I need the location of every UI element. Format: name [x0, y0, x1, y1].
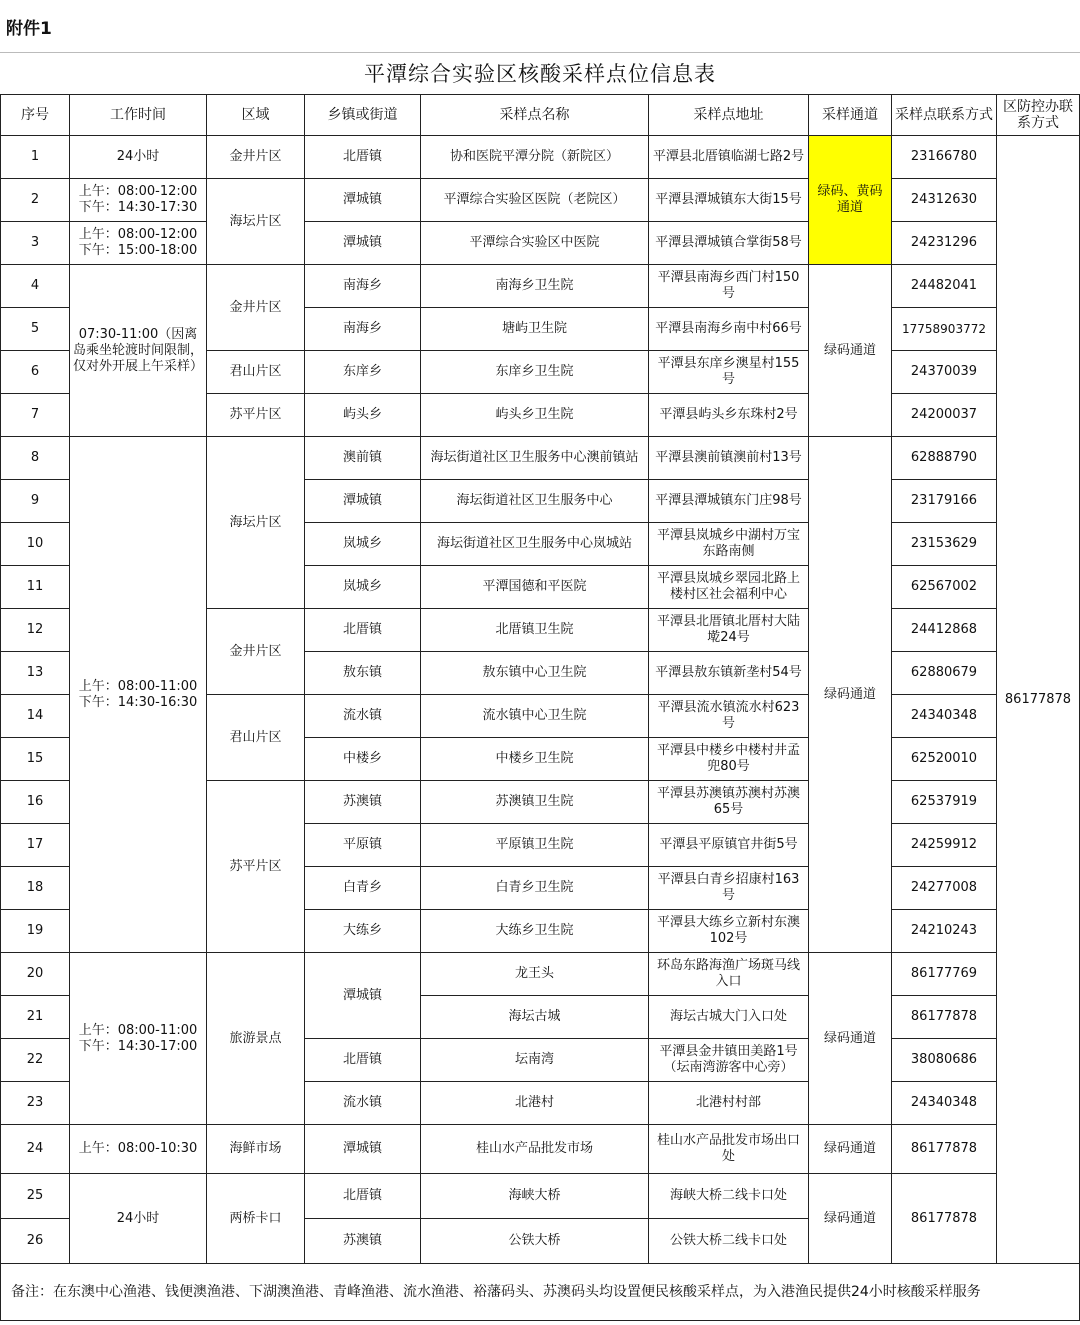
- cell-site-name: 平潭综合实验区中医院: [421, 222, 649, 265]
- cell-town: 岚城乡: [305, 566, 421, 609]
- cell-phone: 86177878: [892, 1125, 997, 1174]
- cell-town: 潭城镇: [305, 480, 421, 523]
- cell-area: 君山片区: [207, 695, 305, 781]
- cell-phone: 62880679: [892, 652, 997, 695]
- cell-channel: 绿码通道: [809, 1174, 892, 1264]
- cell-time: 24小时: [70, 136, 207, 179]
- cell-town: 流水镇: [305, 695, 421, 738]
- cell-phone: 86177878: [892, 1174, 997, 1264]
- divider: [0, 52, 1080, 53]
- cell-town: 苏澳镇: [305, 1219, 421, 1264]
- cell-site-name: 龙王头: [421, 953, 649, 996]
- cell-area: 君山片区: [207, 351, 305, 394]
- cell-address: 平潭县潭城镇东门庄98号: [649, 480, 809, 523]
- cell-time: 24小时: [70, 1174, 207, 1264]
- cell-no: 18: [1, 867, 70, 910]
- cell-channel: 绿码通道: [809, 437, 892, 953]
- cell-town: 中楼乡: [305, 738, 421, 781]
- cell-address: 平潭县中楼乡中楼村井孟兜80号: [649, 738, 809, 781]
- cell-town: 东庠乡: [305, 351, 421, 394]
- cell-town: 潭城镇: [305, 953, 421, 1039]
- remarks-note: 备注：在东澳中心渔港、钱便澳渔港、下湖澳渔港、青峰渔港、流水渔港、裕藩码头、苏澳码头均设置便民核酸采样点，为入港渔民提供24小时核酸采样服务: [1, 1264, 1080, 1321]
- cell-no: 25: [1, 1174, 70, 1219]
- attachment-label: 附件1: [6, 19, 52, 39]
- cell-no: 21: [1, 996, 70, 1039]
- cell-address: 桂山水产品批发市场出口处: [649, 1125, 809, 1174]
- cell-time: 上午：08:00-12:00 下午：14:30-17:30: [70, 179, 207, 222]
- cell-time: 上午：08:00-11:00 下午：14:30-16:30: [70, 437, 207, 953]
- cell-phone: 23153629: [892, 523, 997, 566]
- header-time: 工作时间: [70, 95, 207, 136]
- cell-area: 海坛片区: [207, 437, 305, 609]
- cell-address: 平潭县金井镇田美路1号（坛南湾游客中心旁）: [649, 1039, 809, 1082]
- cell-time: 上午：08:00-11:00 下午：14:30-17:00: [70, 953, 207, 1125]
- cell-no: 11: [1, 566, 70, 609]
- cell-site-name: 白青乡卫生院: [421, 867, 649, 910]
- cell-site-name: 平原镇卫生院: [421, 824, 649, 867]
- cell-no: 3: [1, 222, 70, 265]
- cell-town: 白青乡: [305, 867, 421, 910]
- header-site-name: 采样点名称: [421, 95, 649, 136]
- cell-address: 平潭县岚城乡翠园北路上楼村区社会福利中心: [649, 566, 809, 609]
- header-address: 采样点地址: [649, 95, 809, 136]
- cell-site-name: 苏澳镇卫生院: [421, 781, 649, 824]
- cell-site-name: 敖东镇中心卫生院: [421, 652, 649, 695]
- cell-phone: 38080686: [892, 1039, 997, 1082]
- cell-no: 17: [1, 824, 70, 867]
- cell-address: 平潭县岚城乡中湖村万宝东路南侧: [649, 523, 809, 566]
- header-office-phone: 区防控办联系方式: [997, 95, 1080, 136]
- cell-address: 环岛东路海渔广场斑马线入口: [649, 953, 809, 996]
- cell-no: 9: [1, 480, 70, 523]
- cell-channel: 绿码、黄码通道: [809, 136, 892, 265]
- cell-address: 北港村村部: [649, 1082, 809, 1125]
- cell-no: 2: [1, 179, 70, 222]
- cell-site-name: 大练乡卫生院: [421, 910, 649, 953]
- cell-phone: 62520010: [892, 738, 997, 781]
- cell-town: 大练乡: [305, 910, 421, 953]
- cell-area: 海鲜市场: [207, 1125, 305, 1174]
- cell-time: 07:30-11:00（因离岛乘坐轮渡时间限制，仅对外开展上午采样）: [70, 265, 207, 437]
- cell-no: 14: [1, 695, 70, 738]
- table-row: [1, 265, 1080, 308]
- cell-phone: 23166780: [892, 136, 997, 179]
- cell-address: 平潭县东庠乡澳星村155号: [649, 351, 809, 394]
- cell-town: 岚城乡: [305, 523, 421, 566]
- cell-address: 平潭县敖东镇新垄村54号: [649, 652, 809, 695]
- cell-address: 海峡大桥二线卡口处: [649, 1174, 809, 1219]
- cell-address: 平潭县潭城镇合掌街58号: [649, 222, 809, 265]
- note-row: [1, 1264, 1080, 1321]
- table-row: [1, 222, 1080, 265]
- cell-office-phone: 86177878: [997, 136, 1080, 1264]
- cell-time: 上午：08:00-10:30: [70, 1125, 207, 1174]
- cell-address: 平潭县南海乡西门村150号: [649, 265, 809, 308]
- cell-site-name: 海坛街道社区卫生服务中心岚城站: [421, 523, 649, 566]
- cell-phone: 24200037: [892, 394, 997, 437]
- cell-site-name: 东庠乡卫生院: [421, 351, 649, 394]
- cell-site-name: 屿头乡卫生院: [421, 394, 649, 437]
- cell-address: 公铁大桥二线卡口处: [649, 1219, 809, 1264]
- cell-channel: 绿码通道: [809, 265, 892, 437]
- page-title: 平潭综合实验区核酸采样点位信息表: [364, 62, 716, 86]
- cell-site-name: 中楼乡卫生院: [421, 738, 649, 781]
- cell-phone: 24259912: [892, 824, 997, 867]
- table-row: [1, 179, 1080, 222]
- cell-site-name: 海坛古城: [421, 996, 649, 1039]
- cell-area: 苏平片区: [207, 394, 305, 437]
- cell-no: 8: [1, 437, 70, 480]
- cell-address: 平潭县大练乡立新村东澳102号: [649, 910, 809, 953]
- cell-town: 流水镇: [305, 1082, 421, 1125]
- cell-address: 平潭县北厝镇临湖七路2号: [649, 136, 809, 179]
- cell-site-name: 海峡大桥: [421, 1174, 649, 1219]
- cell-address: 平潭县屿头乡东珠村2号: [649, 394, 809, 437]
- cell-town: 潭城镇: [305, 1125, 421, 1174]
- cell-address: 平潭县白青乡招康村163号: [649, 867, 809, 910]
- cell-phone: 62567002: [892, 566, 997, 609]
- cell-town: 潭城镇: [305, 179, 421, 222]
- cell-town: 苏澳镇: [305, 781, 421, 824]
- cell-address: 海坛古城大门入口处: [649, 996, 809, 1039]
- cell-phone: 24412868: [892, 609, 997, 652]
- cell-address: 平潭县平原镇官井街5号: [649, 824, 809, 867]
- cell-no: 4: [1, 265, 70, 308]
- cell-phone: 86177878: [892, 996, 997, 1039]
- table-row: [1, 437, 1080, 480]
- cell-site-name: 北港村: [421, 1082, 649, 1125]
- cell-site-name: 塘屿卫生院: [421, 308, 649, 351]
- cell-phone: 24482041: [892, 265, 997, 308]
- cell-phone: 62888790: [892, 437, 997, 480]
- cell-site-name: 公铁大桥: [421, 1219, 649, 1264]
- cell-time: 上午：08:00-12:00 下午：15:00-18:00: [70, 222, 207, 265]
- cell-phone: 24231296: [892, 222, 997, 265]
- cell-phone: 23179166: [892, 480, 997, 523]
- cell-channel: 绿码通道: [809, 1125, 892, 1174]
- cell-no: 1: [1, 136, 70, 179]
- sampling-sites-table: [0, 94, 1080, 1321]
- cell-phone: 24210243: [892, 910, 997, 953]
- cell-town: 北厝镇: [305, 1174, 421, 1219]
- cell-phone: 17758903772: [892, 308, 997, 351]
- cell-no: 13: [1, 652, 70, 695]
- cell-no: 6: [1, 351, 70, 394]
- cell-address: 平潭县澳前镇澳前村13号: [649, 437, 809, 480]
- header-no: 序号: [1, 95, 70, 136]
- cell-site-name: 流水镇中心卫生院: [421, 695, 649, 738]
- cell-site-name: 北厝镇卫生院: [421, 609, 649, 652]
- cell-phone: 24277008: [892, 867, 997, 910]
- cell-no: 22: [1, 1039, 70, 1082]
- cell-town: 潭城镇: [305, 222, 421, 265]
- cell-address: 平潭县流水镇流水村623号: [649, 695, 809, 738]
- cell-town: 北厝镇: [305, 609, 421, 652]
- cell-site-name: 坛南湾: [421, 1039, 649, 1082]
- cell-area: 金井片区: [207, 265, 305, 351]
- cell-town: 南海乡: [305, 308, 421, 351]
- cell-town: 敖东镇: [305, 652, 421, 695]
- cell-no: 15: [1, 738, 70, 781]
- table-row: [1, 136, 1080, 179]
- cell-phone: 24340348: [892, 695, 997, 738]
- cell-no: 24: [1, 1125, 70, 1174]
- cell-site-name: 平潭国德和平医院: [421, 566, 649, 609]
- header-row: [1, 95, 1080, 136]
- header-channel: 采样通道: [809, 95, 892, 136]
- cell-address: 平潭县潭城镇东大街15号: [649, 179, 809, 222]
- cell-address: 平潭县苏澳镇苏澳村苏澳65号: [649, 781, 809, 824]
- cell-no: 19: [1, 910, 70, 953]
- cell-no: 5: [1, 308, 70, 351]
- cell-area: 两桥卡口: [207, 1174, 305, 1264]
- cell-town: 屿头乡: [305, 394, 421, 437]
- cell-phone: 24340348: [892, 1082, 997, 1125]
- header-town: 乡镇或街道: [305, 95, 421, 136]
- cell-town: 澳前镇: [305, 437, 421, 480]
- cell-site-name: 协和医院平潭分院（新院区）: [421, 136, 649, 179]
- cell-town: 北厝镇: [305, 1039, 421, 1082]
- cell-town: 平原镇: [305, 824, 421, 867]
- cell-town: 北厝镇: [305, 136, 421, 179]
- cell-address: 平潭县北厝镇北厝村大陆墘24号: [649, 609, 809, 652]
- cell-address: 平潭县南海乡南中村66号: [649, 308, 809, 351]
- cell-phone: 62537919: [892, 781, 997, 824]
- cell-area: 金井片区: [207, 136, 305, 179]
- table-row: [1, 1125, 1080, 1174]
- cell-area: 旅游景点: [207, 953, 305, 1125]
- cell-phone: 24312630: [892, 179, 997, 222]
- cell-no: 7: [1, 394, 70, 437]
- cell-no: 16: [1, 781, 70, 824]
- cell-no: 23: [1, 1082, 70, 1125]
- cell-channel: 绿码通道: [809, 953, 892, 1125]
- cell-no: 12: [1, 609, 70, 652]
- cell-area: 金井片区: [207, 609, 305, 695]
- cell-site-name: 平潭综合实验区医院（老院区）: [421, 179, 649, 222]
- cell-site-name: 海坛街道社区卫生服务中心澳前镇站: [421, 437, 649, 480]
- cell-no: 10: [1, 523, 70, 566]
- cell-phone: 24370039: [892, 351, 997, 394]
- cell-town: 南海乡: [305, 265, 421, 308]
- cell-site-name: 南海乡卫生院: [421, 265, 649, 308]
- header-site-phone: 采样点联系方式: [892, 95, 997, 136]
- cell-phone: 86177769: [892, 953, 997, 996]
- header-area: 区域: [207, 95, 305, 136]
- cell-site-name: 桂山水产品批发市场: [421, 1125, 649, 1174]
- table-row: [1, 1174, 1080, 1219]
- table-row: [1, 953, 1080, 996]
- cell-no: 20: [1, 953, 70, 996]
- cell-area: 海坛片区: [207, 179, 305, 265]
- cell-site-name: 海坛街道社区卫生服务中心: [421, 480, 649, 523]
- cell-no: 26: [1, 1219, 70, 1264]
- cell-area: 苏平片区: [207, 781, 305, 953]
